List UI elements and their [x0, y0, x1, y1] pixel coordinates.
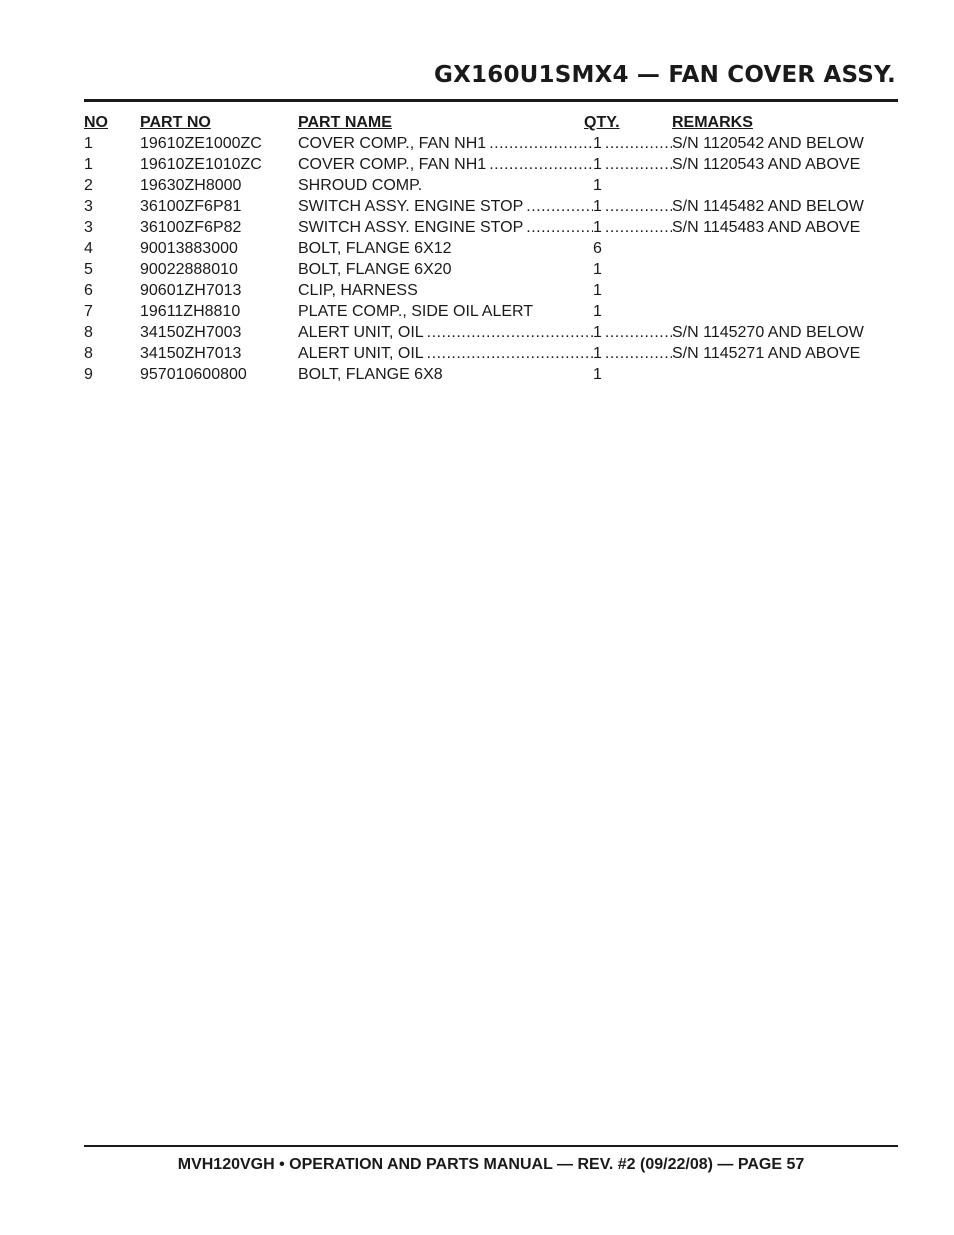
part-name-text: COVER COMP., FAN NH1	[298, 156, 487, 173]
cell-no: 5	[84, 261, 93, 278]
cell-no: 6	[84, 282, 93, 299]
qty-text: 1	[593, 345, 602, 362]
leader-dots	[523, 196, 593, 217]
cell-part-no: 19611ZH8810	[140, 303, 241, 320]
cell-qty	[593, 322, 672, 343]
cell-qty	[593, 154, 672, 175]
cell-part-no: 19610ZE1000ZC	[140, 135, 262, 152]
cell-part-name	[298, 154, 593, 175]
table-row	[84, 364, 884, 385]
cell-remarks: S/N 1145270 AND BELOW	[672, 324, 864, 341]
header-part-no: PART NO	[140, 114, 211, 131]
cell-remarks: S/N 1120542 AND BELOW	[672, 135, 864, 152]
cell-qty: 1	[593, 261, 602, 278]
cell-part-name: BOLT, FLANGE 6X8	[298, 366, 443, 383]
cell-no: 4	[84, 240, 93, 257]
cell-qty	[593, 343, 672, 364]
qty-text: 1	[593, 135, 602, 152]
table-row	[84, 217, 884, 238]
leader-dots	[602, 133, 672, 154]
table-row	[84, 133, 884, 154]
cell-qty: 1	[593, 303, 602, 320]
cell-part-name	[298, 133, 593, 154]
cell-part-no: 34150ZH7013	[140, 345, 242, 362]
qty-text: 1	[593, 324, 602, 341]
cell-part-name: SHROUD COMP.	[298, 177, 423, 194]
cell-no: 3	[84, 198, 93, 215]
part-name-text: ALERT UNIT, OIL	[298, 324, 424, 341]
cell-part-name: BOLT, FLANGE 6X12	[298, 240, 452, 257]
leader-dots	[424, 343, 593, 364]
qty-text: 1	[593, 198, 602, 215]
page-footer: MVH120VGH • OPERATION AND PARTS MANUAL — REV. #2 (09/22/08) — PAGE 57	[177, 1156, 805, 1173]
part-name-text: SWITCH ASSY. ENGINE STOP	[298, 219, 524, 236]
bottom-rule	[84, 1145, 898, 1147]
top-rule	[84, 99, 898, 102]
cell-qty: 1	[593, 366, 602, 383]
cell-part-no: 36100ZF6P82	[140, 219, 242, 236]
part-name-text: COVER COMP., FAN NH1	[298, 135, 487, 152]
cell-part-no: 19630ZH8000	[140, 177, 242, 194]
leader-dots	[602, 343, 672, 364]
cell-remarks: S/N 1145482 AND BELOW	[672, 198, 864, 215]
cell-part-no: 34150ZH7003	[140, 324, 242, 341]
cell-remarks: S/N 1120543 AND ABOVE	[672, 156, 861, 173]
cell-qty	[593, 196, 672, 217]
table-row	[84, 175, 884, 196]
cell-no: 8	[84, 345, 93, 362]
table-row	[84, 280, 884, 301]
cell-no: 9	[84, 366, 93, 383]
cell-qty: 1	[593, 282, 602, 299]
cell-part-name	[298, 322, 593, 343]
cell-no: 7	[84, 303, 93, 320]
cell-part-no: 957010600800	[140, 366, 247, 383]
leader-dots	[424, 322, 593, 343]
header-part-name: PART NAME	[298, 114, 392, 131]
table-body	[84, 133, 884, 385]
header-qty: QTY.	[584, 114, 620, 131]
leader-dots	[602, 196, 672, 217]
table-row	[84, 259, 884, 280]
table-row	[84, 343, 884, 364]
cell-part-name	[298, 217, 593, 238]
leader-dots	[602, 322, 672, 343]
cell-part-name	[298, 196, 593, 217]
table-row	[84, 154, 884, 175]
cell-part-name: BOLT, FLANGE 6X20	[298, 261, 452, 278]
cell-qty: 6	[593, 240, 602, 257]
cell-remarks: S/N 1145483 AND ABOVE	[672, 219, 861, 236]
cell-part-no: 90601ZH7013	[140, 282, 242, 299]
qty-text: 1	[593, 156, 602, 173]
leader-dots	[486, 154, 593, 175]
cell-no: 8	[84, 324, 93, 341]
table-header	[84, 112, 884, 133]
cell-no: 3	[84, 219, 93, 236]
cell-part-name: CLIP, HARNESS	[298, 282, 418, 299]
cell-part-no: 19610ZE1010ZC	[140, 156, 262, 173]
cell-qty	[593, 217, 672, 238]
table-row	[84, 322, 884, 343]
cell-part-no: 36100ZF6P81	[140, 198, 242, 215]
cell-no: 1	[84, 135, 93, 152]
header-remarks: REMARKS	[672, 114, 753, 131]
cell-remarks: S/N 1145271 AND ABOVE	[672, 345, 861, 362]
cell-qty	[593, 133, 672, 154]
part-name-text: SWITCH ASSY. ENGINE STOP	[298, 198, 524, 215]
page-title: GX160U1SMX4 — FAN COVER ASSY.	[434, 62, 896, 88]
cell-no: 1	[84, 156, 93, 173]
table-row	[84, 196, 884, 217]
leader-dots	[602, 217, 672, 238]
qty-text: 1	[593, 219, 602, 236]
leader-dots	[602, 154, 672, 175]
table-row	[84, 301, 884, 322]
leader-dots	[523, 217, 593, 238]
parts-table	[84, 112, 884, 385]
cell-part-name	[298, 343, 593, 364]
cell-part-name: PLATE COMP., SIDE OIL ALERT	[298, 303, 534, 320]
header-no: NO	[84, 114, 108, 131]
part-name-text: ALERT UNIT, OIL	[298, 345, 424, 362]
cell-qty: 1	[593, 177, 602, 194]
cell-part-no: 90013883000	[140, 240, 238, 257]
table-row	[84, 238, 884, 259]
cell-part-no: 90022888010	[140, 261, 238, 278]
cell-no: 2	[84, 177, 93, 194]
leader-dots	[486, 133, 593, 154]
